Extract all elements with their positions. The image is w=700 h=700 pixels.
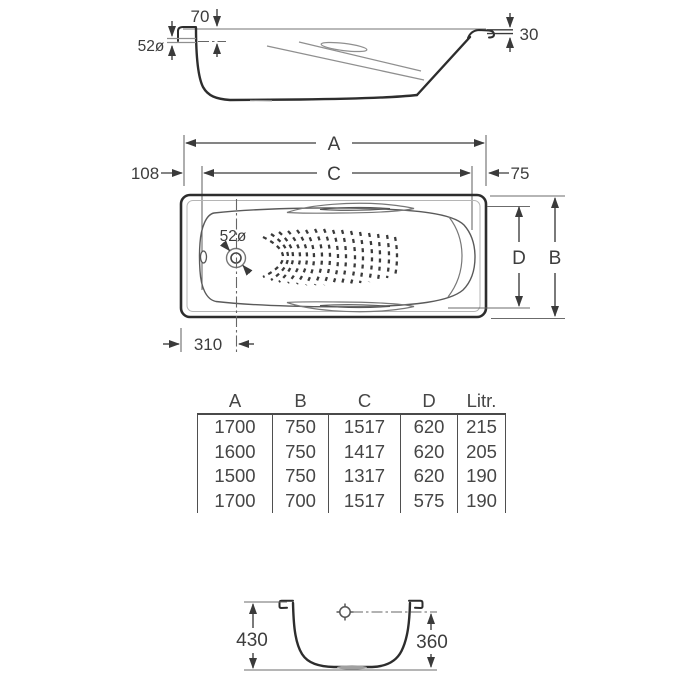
cell-litres: 190 — [458, 464, 506, 489]
drain-dia-arrow — [243, 266, 250, 274]
cell-inner-length: 1517 — [329, 414, 401, 440]
cell-inner-length: 1417 — [329, 440, 401, 465]
cell-length: 1500 — [198, 464, 273, 489]
cell-inner-width: 620 — [401, 440, 458, 465]
grip-handle-side — [321, 41, 368, 54]
dim-label-rim-thickness: 30 — [519, 25, 539, 44]
side-view — [138, 7, 539, 101]
cell-inner-length: 1317 — [329, 464, 401, 489]
dimensions-table — [197, 389, 506, 513]
table-row — [198, 464, 506, 489]
tub-wall-and-bottom — [196, 28, 417, 100]
cell-length: 1700 — [198, 414, 273, 440]
cell-length: 1700 — [198, 489, 273, 514]
dim-label-inner-width: D — [512, 248, 526, 269]
cell-length: 1600 — [198, 440, 273, 465]
cell-inner-width: 620 — [401, 414, 458, 440]
drain-position-crosshair — [337, 604, 354, 621]
backrest-curve — [448, 217, 462, 297]
table-row — [198, 414, 506, 440]
dim-label-flange-height: 70 — [190, 7, 210, 26]
cell-litres: 190 — [458, 489, 506, 514]
dim-label-overflow-dia: 52ø — [137, 38, 165, 55]
section-foot-pad — [337, 665, 367, 669]
column-header-B: B — [273, 389, 329, 414]
column-header-C: C — [329, 389, 401, 414]
dim-label-overall-length: A — [327, 134, 341, 155]
section-view — [236, 601, 448, 670]
anti-slip-pattern — [263, 229, 397, 285]
table-header-row — [198, 389, 506, 414]
cell-width: 750 — [273, 464, 329, 489]
tub-right-slope — [417, 37, 470, 95]
dim-label-drain-dia: 52ø — [219, 228, 247, 245]
dim-label-drain-offset: 310 — [193, 335, 223, 354]
dim-label-right-end: 75 — [510, 164, 530, 183]
cell-width: 750 — [273, 414, 329, 440]
cell-inner-width: 620 — [401, 464, 458, 489]
overflow-oval — [201, 251, 207, 263]
dim-label-inner-depth: 360 — [416, 632, 448, 653]
plan-view — [131, 134, 565, 354]
column-header-litres: Litr. — [458, 389, 506, 414]
dim-label-overall-width: B — [548, 248, 562, 269]
dim-label-inner-length: C — [327, 164, 341, 185]
column-header-D: D — [401, 389, 458, 414]
cell-width: 750 — [273, 440, 329, 465]
cell-width: 700 — [273, 489, 329, 514]
cell-inner-width: 575 — [401, 489, 458, 514]
dim-label-overall-height: 430 — [236, 630, 268, 651]
table-row — [198, 440, 506, 465]
cell-inner-length: 1517 — [329, 489, 401, 514]
cell-litres: 205 — [458, 440, 506, 465]
dim-label-left-end: 108 — [130, 164, 160, 183]
column-header-A: A — [198, 389, 273, 414]
cell-litres: 215 — [458, 414, 506, 440]
table-row — [198, 489, 506, 514]
